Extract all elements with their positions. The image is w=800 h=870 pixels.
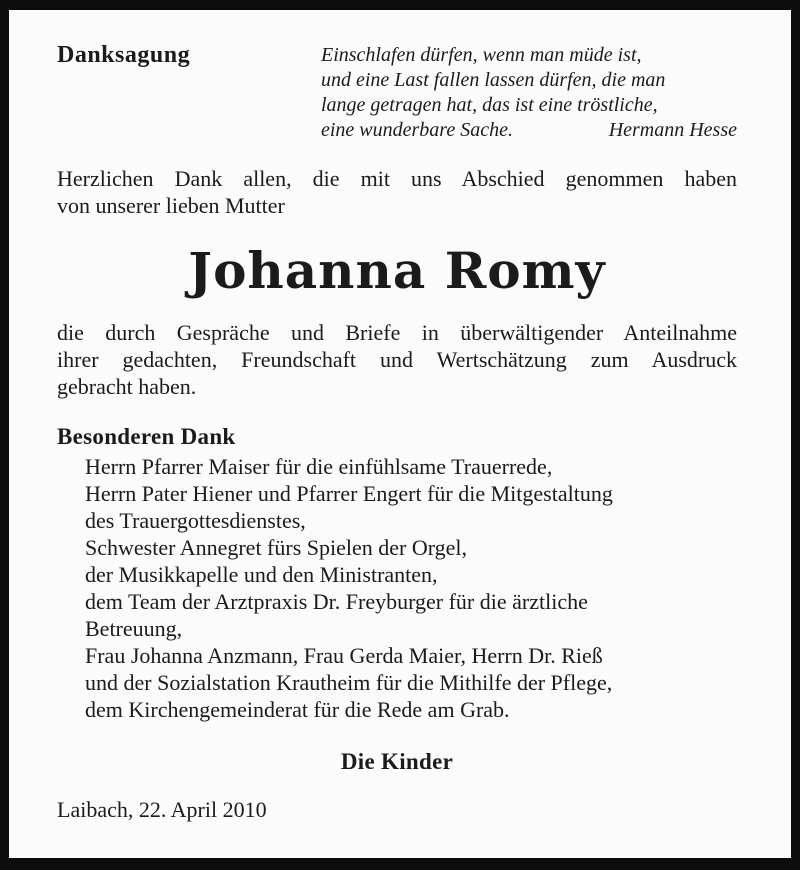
deceased-name: Johanna Romy xyxy=(188,241,606,300)
special-thanks-list xyxy=(57,453,737,723)
special-thanks-heading: Besonderen Dank xyxy=(57,424,236,449)
thanks-line: Schwester Annegret fürs Spielen der Orgel, xyxy=(85,535,468,560)
quote-line-1: Einschlafen dürfen, wenn man müde ist, xyxy=(321,44,642,66)
thanks-line: dem Kirchengemeinderat für die Rede am Grab. xyxy=(85,697,510,722)
mourners-signature: Die Kinder xyxy=(340,749,454,774)
tribute-paragraph xyxy=(57,319,737,400)
notice-header xyxy=(57,43,737,143)
thanks-line: Betreuung, xyxy=(85,616,183,641)
thanks-line: Frau Johanna Anzmann, Frau Gerda Maier, Herrn Dr. Rieß xyxy=(85,643,603,668)
tribute-line-1: die durch Gespräche und Briefe in überwältigender Anteilnahme xyxy=(57,320,737,345)
tribute-line-3: gebracht haben. xyxy=(57,374,197,399)
thanks-line: Herrn Pater Hiener und Pfarrer Engert für die Mitgestaltung xyxy=(85,481,613,506)
obituary-notice-card xyxy=(9,10,791,858)
thanks-line: dem Team der Arztpraxis Dr. Freyburger für die ärztliche xyxy=(85,589,588,614)
notice-type-heading: Danksagung xyxy=(57,42,191,68)
intro-line-2: von unserer lieben Mutter xyxy=(57,193,285,218)
thanks-line: der Musikkapelle und den Ministranten, xyxy=(85,562,438,587)
thanks-line: und der Sozialstation Krautheim für die Mithilfe der Pflege, xyxy=(85,670,613,695)
thanks-line: Herrn Pfarrer Maiser für die einfühlsame Trauerrede, xyxy=(85,454,553,479)
thanks-line: des Trauergottesdienstes, xyxy=(85,508,306,533)
quote-line-2: und eine Last fallen lassen dürfen, die man xyxy=(321,69,666,91)
tribute-line-2: ihrer gedachten, Freundschaft und Wertschätzung zum Ausdruck xyxy=(57,347,737,372)
quote-line-4 xyxy=(321,118,737,143)
intro-line-1: Herzlichen Dank allen, die mit uns Abschied genommen haben xyxy=(57,166,737,191)
quote-attribution: Hermann Hesse xyxy=(608,119,737,141)
place-and-date: Laibach, 22. April 2010 xyxy=(57,797,267,822)
epigraph-quote xyxy=(321,43,737,143)
quote-line-3: lange getragen hat, das ist eine tröstliche, xyxy=(321,94,658,116)
intro-paragraph xyxy=(57,165,737,219)
quote-line-4-text: eine wunderbare Sache. xyxy=(321,119,513,141)
